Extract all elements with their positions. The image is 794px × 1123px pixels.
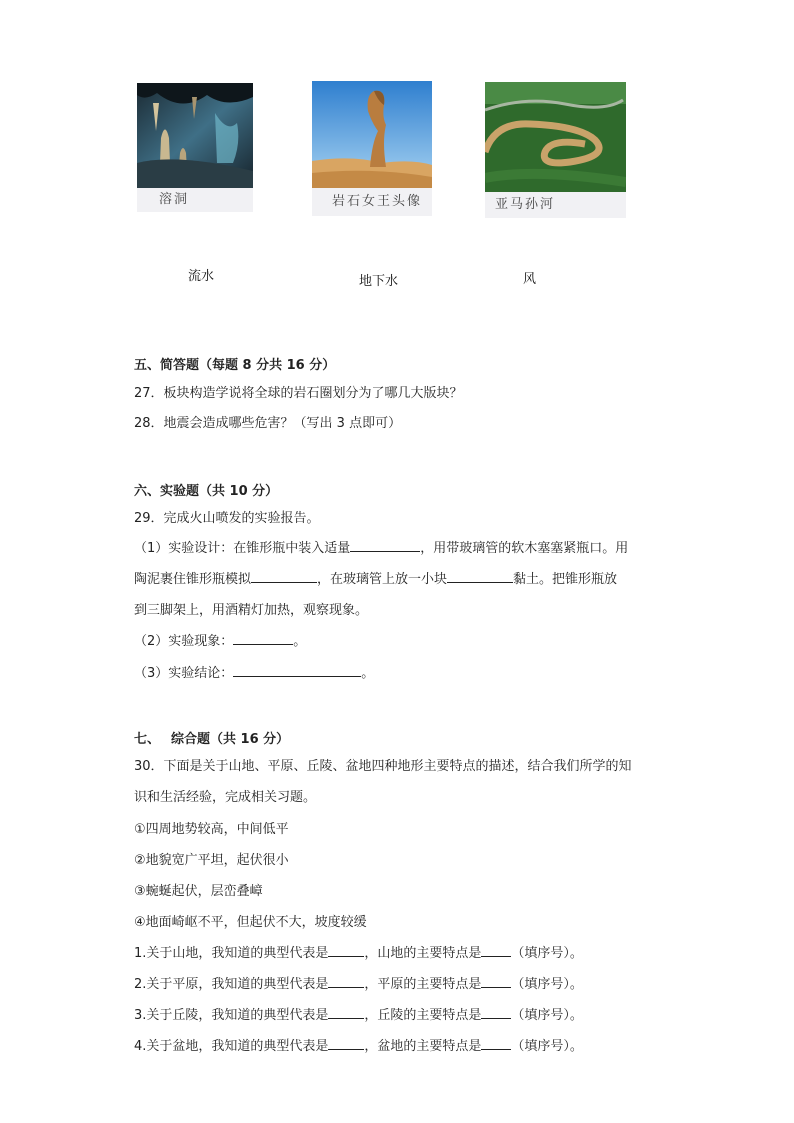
answer-blank[interactable]	[481, 944, 511, 957]
answer-blank[interactable]	[447, 570, 513, 583]
sub-text: 1.关于山地，我知道的典型代表是	[134, 946, 329, 961]
sub-question-4	[134, 1035, 583, 1054]
q29-text: （2）实验现象：	[134, 634, 234, 649]
question-27: 27．板块构造学说将全球的岩石圈划分为了哪几大版块？	[134, 386, 463, 401]
section6-heading: 六、实验题（共 10 分）	[134, 484, 279, 499]
answer-blank[interactable]	[328, 975, 364, 988]
section5-heading: 五、简答题（每题 8 分共 16 分）	[134, 358, 336, 373]
question-30-line1: 30．下面是关于山地、平原、丘陵、盆地四种地形主要特点的描述，结合我们所学的知	[134, 759, 632, 774]
cave-icon	[137, 83, 253, 188]
q29-text: ，在玻璃管上放一小块	[317, 572, 448, 587]
sub-question-3	[134, 1004, 583, 1023]
answer-blank[interactable]	[233, 664, 361, 677]
sub-text: ，平原的主要特点是	[364, 977, 482, 992]
force-word-water: 流水	[188, 269, 215, 284]
sub-text: 2.关于平原，我知道的典型代表是	[134, 977, 329, 992]
sub-text: 3.关于丘陵，我知道的典型代表是	[134, 1008, 329, 1023]
rock-caption: 岩石女王头像	[312, 188, 432, 216]
answer-blank[interactable]	[328, 944, 364, 957]
question-28: 28．地震会造成哪些危害？（写出 3 点即可）	[134, 416, 402, 431]
sub-text: （填序号）。	[511, 1008, 583, 1023]
sub-text: （填序号）。	[511, 977, 583, 992]
answer-blank[interactable]	[481, 1006, 511, 1019]
q29-part2	[134, 630, 306, 649]
force-word-wind: 风	[523, 272, 537, 287]
answer-blank[interactable]	[350, 539, 420, 552]
answer-blank[interactable]	[328, 1006, 364, 1019]
answer-blank[interactable]	[233, 632, 293, 645]
q29-text: （1）实验设计：在锥形瓶中装入适量	[134, 541, 351, 556]
answer-blank[interactable]	[328, 1037, 364, 1050]
sub-text: ，山地的主要特点是	[364, 946, 482, 961]
river-photo	[485, 82, 626, 218]
q29-text: ，用带玻璃管的软木塞塞紧瓶口。用	[420, 541, 629, 556]
sub-text: ，丘陵的主要特点是	[364, 1008, 482, 1023]
option-3: ③蜿蜒起伏，层峦叠嶂	[134, 884, 263, 899]
question-29: 29．完成火山喷发的实验报告。	[134, 511, 320, 526]
option-4: ④地面崎岖不平，但起伏不大，坡度较缓	[134, 915, 367, 930]
option-1: ①四周地势较高，中间低平	[134, 822, 289, 837]
q29-text: 陶泥裹住锥形瓶模拟	[134, 572, 252, 587]
q29-part1-line2	[134, 568, 617, 587]
answer-blank[interactable]	[481, 975, 511, 988]
cave-caption: 溶洞	[137, 188, 253, 212]
rock-photo	[312, 81, 432, 216]
sub-text: 4.关于盆地，我知道的典型代表是	[134, 1039, 329, 1054]
rock-icon	[312, 81, 432, 188]
q29-text: 黏土。把锥形瓶放	[513, 572, 618, 587]
section7-heading: 七、 综合题（共 16 分）	[134, 732, 290, 747]
sub-text: （填序号）。	[511, 1039, 583, 1054]
q29-text: 。	[293, 634, 307, 649]
sub-question-1	[134, 942, 583, 961]
q29-part1-line3: 到三脚架上，用酒精灯加热，观察现象。	[134, 603, 369, 618]
river-caption: 亚马孙河	[485, 192, 626, 218]
question-30-line2: 识和生活经验，完成相关习题。	[134, 790, 317, 805]
sub-text: （填序号）。	[511, 946, 583, 961]
river-icon	[485, 82, 626, 192]
option-2: ②地貌宽广平坦，起伏很小	[134, 853, 289, 868]
q29-part1-line1	[134, 537, 628, 556]
force-word-groundwater: 地下水	[359, 274, 399, 289]
q29-text: 。	[361, 666, 375, 681]
q29-part3	[134, 662, 374, 681]
q29-text: （3）实验结论：	[134, 666, 234, 681]
sub-question-2	[134, 973, 583, 992]
answer-blank[interactable]	[481, 1037, 511, 1050]
cave-photo	[137, 83, 253, 212]
answer-blank[interactable]	[251, 570, 317, 583]
sub-text: ，盆地的主要特点是	[364, 1039, 482, 1054]
